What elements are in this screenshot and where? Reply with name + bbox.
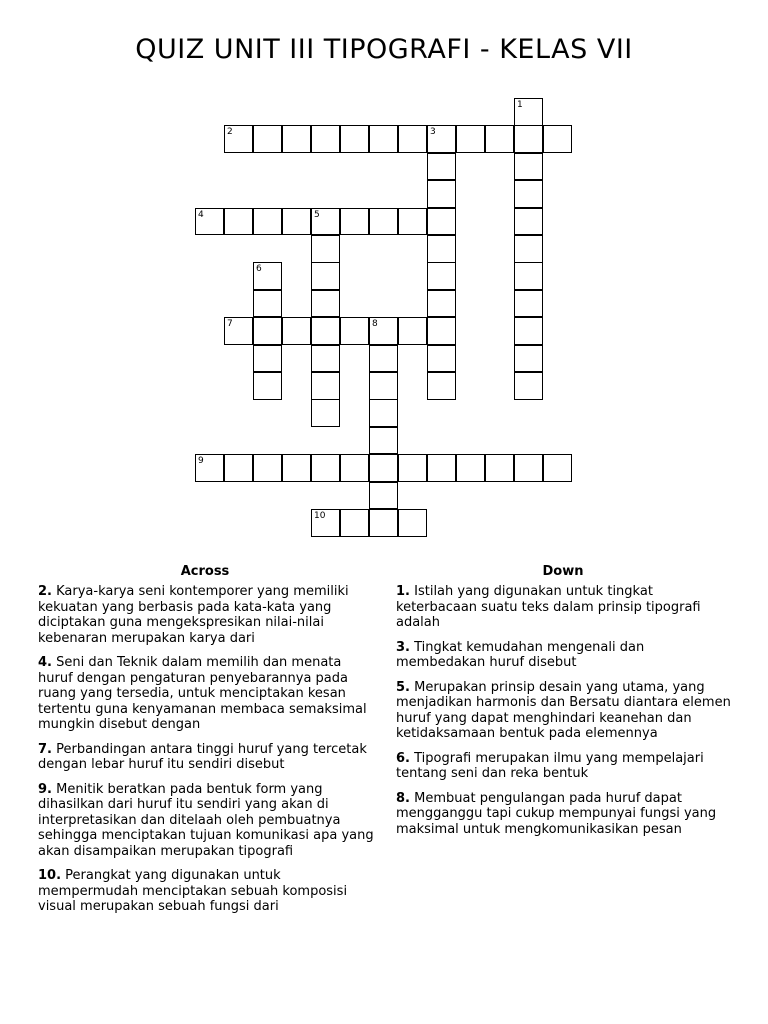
crossword-cell[interactable] [427, 208, 456, 236]
crossword-cell[interactable] [485, 454, 514, 482]
down-clue: 1. Istilah yang digunakan untuk tingkat keterbacaan suatu teks dalam prinsip tipografi adalah [396, 584, 701, 630]
crossword-cell[interactable] [282, 317, 311, 345]
crossword-cell[interactable] [427, 125, 456, 153]
crossword-cell[interactable] [311, 125, 340, 153]
crossword-cell[interactable] [311, 208, 340, 236]
crossword-cell[interactable] [224, 317, 253, 345]
across-clue: 7. Perbandingan antara tinggi huruf yang tercetak dengan lebar huruf itu sendiri disebut [38, 741, 367, 772]
across-clue: 9. Menitik beratkan pada bentuk form yang dihasilkan dari huruf itu sendiri yang akan di interpretasikan dan ditelaah oleh pembuatnya sehingga menciptakan tujuan komunikasi apa yang akan disampaikan merupakan tipografi [38, 781, 374, 859]
crossword-cell[interactable] [398, 317, 427, 345]
crossword-cell[interactable] [398, 208, 427, 236]
crossword-cell[interactable] [398, 454, 427, 482]
crossword-cell[interactable] [340, 125, 369, 153]
down-clues [396, 584, 736, 846]
crossword-cell[interactable] [253, 262, 282, 290]
across-clues [38, 584, 378, 924]
crossword-cell[interactable] [514, 345, 543, 373]
crossword-cell[interactable] [514, 125, 543, 153]
across-heading: Across [180, 564, 230, 579]
crossword-cell[interactable] [253, 208, 282, 236]
crossword-cell[interactable] [427, 372, 456, 400]
crossword-cell[interactable] [340, 454, 369, 482]
crossword-cell[interactable] [427, 180, 456, 208]
down-clue: 5. Merupakan prinsip desain yang utama, yang menjadikan harmonis dan Bersatu diantara elemen huruf yang dapat menghindari keanehan dan ketidaksamaan bentuk pada elemennya [396, 679, 731, 741]
crossword-cell[interactable] [514, 98, 543, 126]
crossword-cell[interactable] [195, 454, 224, 482]
clue-number: 10 [314, 511, 326, 521]
crossword-cell[interactable] [224, 208, 253, 236]
clue-number: 9 [198, 456, 204, 467]
crossword-cell[interactable] [311, 235, 340, 263]
crossword-cell[interactable] [427, 317, 456, 345]
crossword-cell[interactable] [369, 427, 398, 455]
crossword-cell[interactable] [311, 345, 340, 373]
crossword-cell[interactable] [514, 208, 543, 236]
crossword-cell[interactable] [514, 180, 543, 208]
crossword-cell[interactable] [427, 345, 456, 373]
crossword-cell[interactable] [543, 125, 572, 153]
crossword-cell[interactable] [311, 290, 340, 318]
crossword-cell[interactable] [369, 125, 398, 153]
crossword-cell[interactable] [253, 317, 282, 345]
clue-number: 6 [256, 264, 262, 275]
across-clue: 4. Seni dan Teknik dalam memilih dan menata huruf dengan pengaturan penyebarannya pada ruang yang tersedia, untuk menciptakan kesan tertentu guna kenyamanan membaca semaksimal mungkin disebut dengan [38, 655, 367, 732]
crossword-cell[interactable] [311, 262, 340, 290]
crossword-cell[interactable] [369, 372, 398, 400]
crossword-cell[interactable] [514, 153, 543, 181]
across-clue: 2. Karya-karya seni kontemporer yang memiliki kekuatan yang berbasis pada kata-kata yang diciptakan guna mengekspresikan nilai-nilai kebenaran merupakan karya dari [38, 584, 349, 646]
crossword-cell[interactable] [311, 317, 340, 345]
crossword-cell[interactable] [369, 345, 398, 373]
clue-number: 3 [430, 127, 436, 138]
crossword-cell[interactable] [253, 372, 282, 400]
crossword-cell[interactable] [224, 125, 253, 153]
crossword-cell[interactable] [340, 509, 369, 537]
crossword-cell[interactable] [282, 454, 311, 482]
crossword-cell[interactable] [369, 454, 398, 482]
crossword-cell[interactable] [224, 454, 253, 482]
crossword-cell[interactable] [514, 290, 543, 318]
crossword-cell[interactable] [427, 290, 456, 318]
crossword-cell[interactable] [485, 125, 514, 153]
crossword-cell[interactable] [514, 454, 543, 482]
crossword-cell[interactable] [369, 208, 398, 236]
down-clue: 6. Tipografi merupakan ilmu yang mempelajari tentang seni dan reka bentuk [396, 750, 704, 781]
crossword-cell[interactable] [543, 454, 572, 482]
crossword-cell[interactable] [253, 125, 282, 153]
crossword-cell[interactable] [340, 208, 369, 236]
crossword-cell[interactable] [282, 208, 311, 236]
crossword-cell[interactable] [427, 262, 456, 290]
crossword-cell[interactable] [253, 345, 282, 373]
down-clue: 3. Tingkat kemudahan mengenali dan membedakan huruf disebut [396, 639, 645, 670]
clue-number: 4 [198, 209, 204, 220]
crossword-cell[interactable] [369, 317, 398, 345]
clue-number: 2 [227, 127, 233, 138]
clue-number: 1 [517, 100, 523, 110]
crossword-cell[interactable] [195, 208, 224, 236]
clue-number: 7 [227, 319, 233, 330]
crossword-cell[interactable] [311, 372, 340, 400]
crossword-cell[interactable] [311, 509, 340, 537]
down-heading: Down [542, 564, 584, 579]
crossword-cell[interactable] [311, 399, 340, 427]
clue-number: 5 [314, 209, 320, 220]
crossword-cell[interactable] [427, 235, 456, 263]
crossword-cell[interactable] [456, 125, 485, 153]
crossword-cell[interactable] [369, 509, 398, 537]
crossword-cell[interactable] [398, 125, 427, 153]
down-clue: 8. Membuat pengulangan pada huruf dapat mengganggu tapi cukup mempunyai fungsi yang maksimal untuk mengkomunikasikan pesan [396, 790, 717, 837]
crossword-cell[interactable] [253, 454, 282, 482]
crossword-cell[interactable] [311, 454, 340, 482]
crossword-cell[interactable] [514, 317, 543, 345]
crossword-cell[interactable] [369, 399, 398, 427]
crossword-cell[interactable] [427, 153, 456, 181]
crossword-cell[interactable] [282, 125, 311, 153]
page-title: QUIZ UNIT III TIPOGRAFI - KELAS VII [135, 34, 633, 65]
crossword-cell[interactable] [427, 454, 456, 482]
crossword-cell[interactable] [514, 372, 543, 400]
crossword-cell[interactable] [253, 290, 282, 318]
crossword-cell[interactable] [456, 454, 485, 482]
across-clue: 10. Perangkat yang digunakan untuk mempermudah menciptakan sebuah komposisi visual merupakan sebuah fungsi dari [38, 868, 348, 914]
crossword-cell[interactable] [514, 235, 543, 263]
crossword-cell[interactable] [398, 509, 427, 537]
crossword-cell[interactable] [514, 262, 543, 290]
clue-number: 8 [372, 319, 378, 330]
crossword-cell[interactable] [340, 317, 369, 345]
crossword-cell[interactable] [369, 482, 398, 510]
